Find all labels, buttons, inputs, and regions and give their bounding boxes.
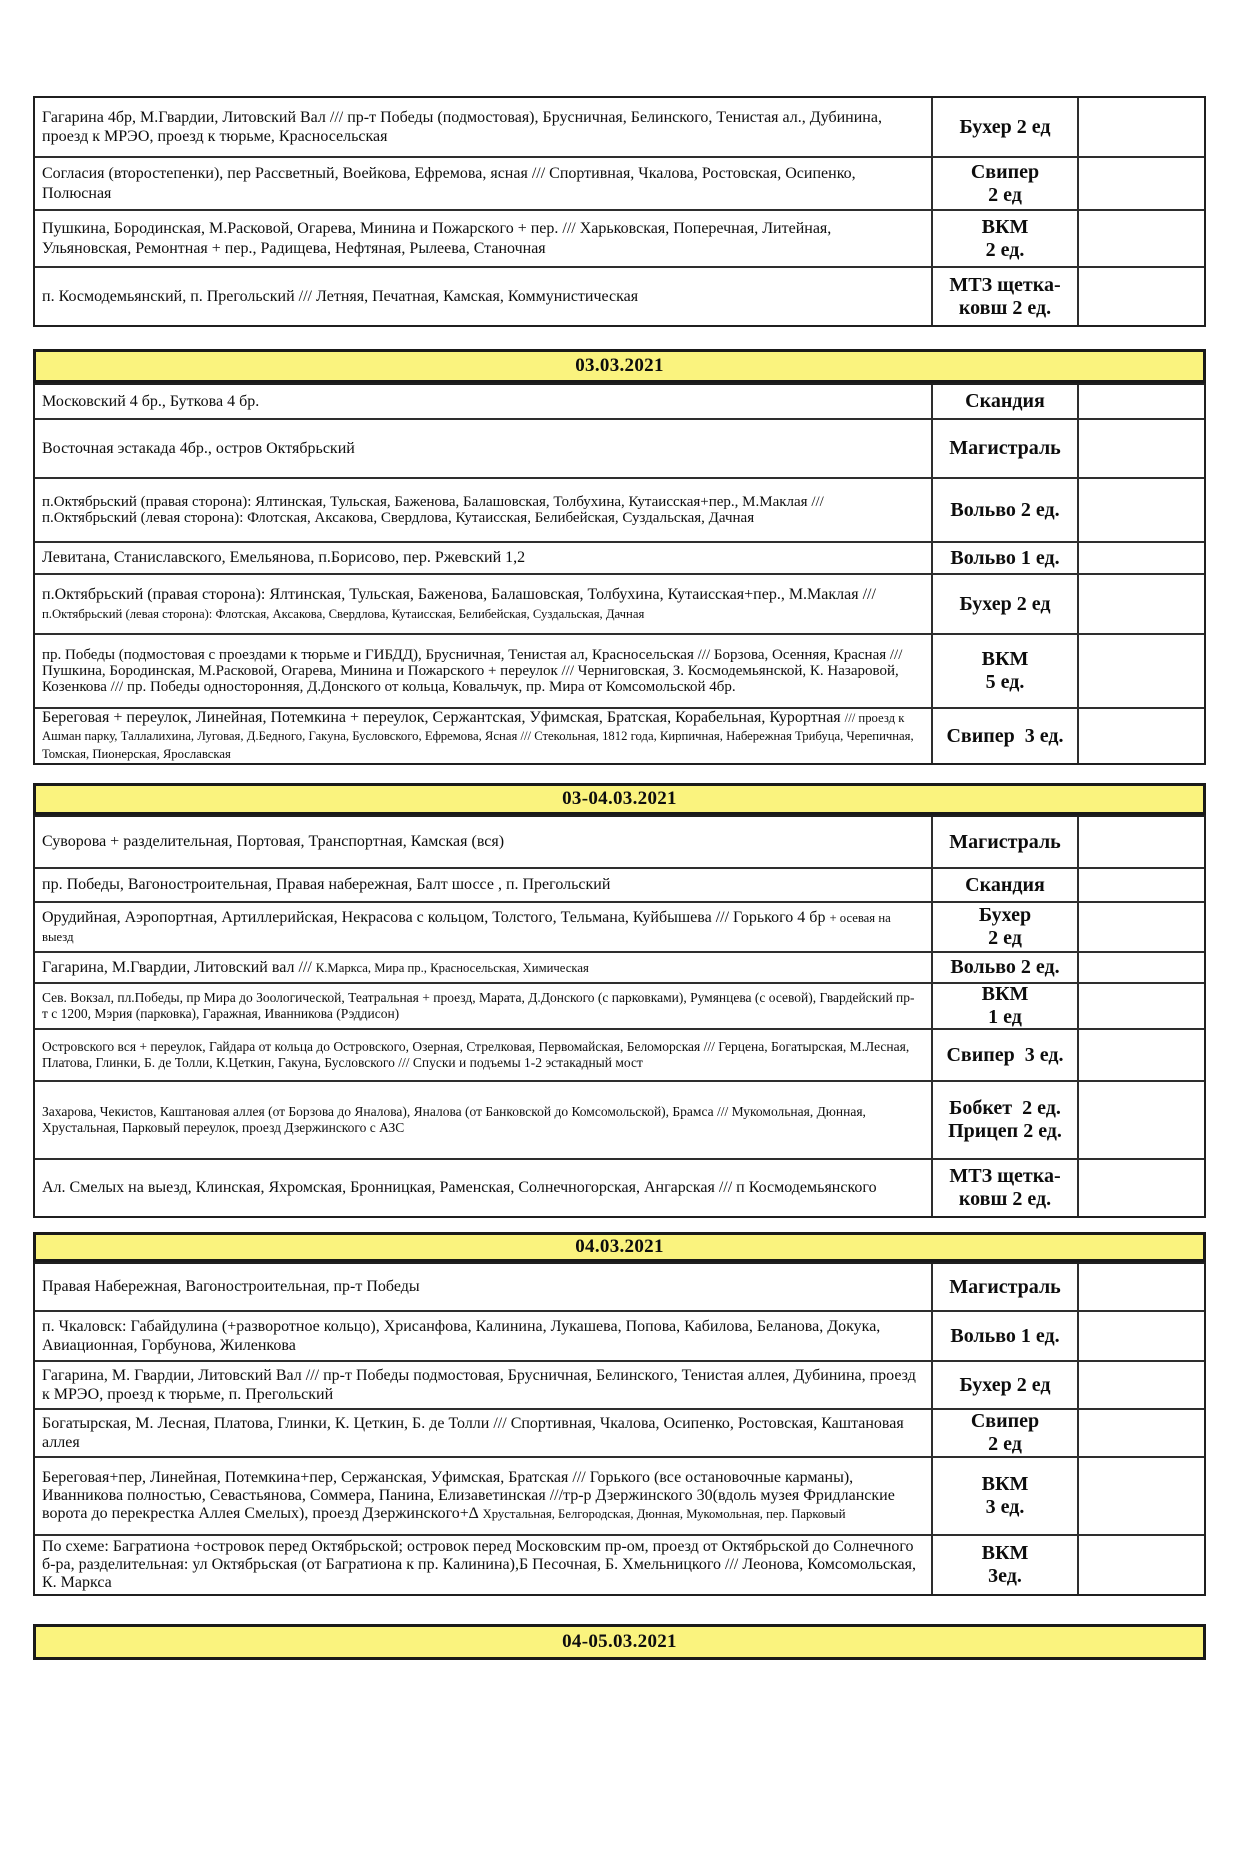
empty-cell — [1077, 98, 1204, 156]
street-list-segment: Согласия (второстепенки), пер Рассветный, Воейкова, Ефремова, ясная /// Спортивная, Чкалова, Ростовская, Осипенко, Полюсная — [42, 165, 856, 202]
equipment-cell — [931, 817, 1077, 867]
empty-cell — [1077, 1264, 1204, 1310]
streets-text — [42, 875, 917, 894]
table-row — [35, 903, 1204, 953]
equipment-cell — [931, 1264, 1077, 1310]
equipment-label: 2 ед — [988, 183, 1022, 206]
street-list-segment: Московский 4 бр., Буткова 4 бр. — [42, 392, 260, 410]
empty-cell — [1077, 953, 1204, 982]
empty-cell — [1077, 158, 1204, 209]
equipment-label: Бухер 2 ед — [959, 115, 1051, 138]
equipment-cell — [931, 1160, 1077, 1216]
equipment-cell — [931, 953, 1077, 982]
empty-cell — [1077, 543, 1204, 573]
empty-cell — [1077, 420, 1204, 477]
street-list-segment: Правая Набережная, Вагоностроительная, пр-т Победы — [42, 1278, 420, 1296]
equipment-cell — [931, 984, 1077, 1028]
street-list-segment: По схеме: Багратиона +островок перед Октябрьской; островок перед Московским пр-ом, проезд от Октябрьской до Солнечного б-ра, разделительная: ул Октябрьская (от Багратиона к пр. Калинина),Б Песочная, Б. Хмельницкого /// Леонова, Комсомольская, К. Маркса — [42, 1537, 917, 1592]
street-list-segment: п.Октябрьский (правая сторона): Ялтинская, Тульская, Баженова, Балашовская, Толбухина, Кутаисская+пер., М.Маклая /// п.Октябрьский (левая сторона): Флотская, Аксакова, Свердлова, Кутаисская, Белибейская, Суздальская, Дачная — [42, 493, 824, 526]
streets-cell — [35, 479, 931, 541]
schedule-table — [33, 815, 1206, 1218]
streets-text — [42, 908, 917, 946]
empty-cell — [1077, 1030, 1204, 1080]
street-list-segment: Гагарина 4бр, М.Гвардии, Литовский Вал /// пр-т Победы (подмостовая), Брусничная, Белинского, Тенистая ал., Дубинина, проезд к МРЭО, проезд к тюрьме, Красносельская — [42, 108, 882, 145]
equipment-label: Бухер 2 ед — [959, 1373, 1051, 1396]
table-row — [35, 1264, 1204, 1312]
street-list-segment: Береговая + переулок, Линейная, Потемкина + переулок, Сержантская, Уфимская, Братская, Корабельная, Курортная — [42, 708, 845, 726]
equipment-label: Магистраль — [949, 437, 1061, 460]
empty-cell — [1077, 984, 1204, 1028]
equipment-cell — [931, 709, 1077, 763]
empty-cell — [1077, 1536, 1204, 1594]
streets-cell — [35, 385, 931, 418]
equipment-label: Скандия — [965, 873, 1045, 896]
streets-text — [42, 287, 917, 306]
equipment-cell — [931, 1458, 1077, 1534]
streets-text — [42, 1104, 917, 1136]
table-row — [35, 1536, 1204, 1594]
street-list-segment: Гагарина, М. Гвардии, Литовский Вал /// пр-т Победы подмостовая, Брусничная, Белинского, Тенистая аллея, Дубинина, проезд к МРЭО, проезд к тюрьме, п. Прегольский — [42, 1366, 916, 1403]
equipment-label: Свипер 3 ед. — [946, 724, 1064, 747]
streets-cell — [35, 1536, 931, 1594]
schedule-table — [33, 1262, 1206, 1596]
streets-cell — [35, 903, 931, 951]
equipment-label: ВКМ — [981, 983, 1029, 1006]
equipment-cell — [931, 1410, 1077, 1456]
empty-cell — [1077, 635, 1204, 707]
date-label: 04.03.2021 — [575, 1236, 664, 1257]
streets-cell — [35, 984, 931, 1028]
table-row — [35, 1410, 1204, 1458]
equipment-label: Свипер 3 ед. — [946, 1043, 1064, 1066]
equipment-label: ковш 2 ед. — [958, 1188, 1052, 1210]
equipment-label: Бобкет 2 ед. — [949, 1097, 1061, 1120]
street-list-segment: Береговая+пер, Линейная, Потемкина+пер, Сержанская, Уфимская, Братская /// Горького (все остановочные карманы), Иванникова полностью, Севастьянова, Соммера, Панина, Елизаветинская ///тр-р Дзержинского 30(вдоль музея Фридланские ворота до перекрестка Аллея Смелых), проезд Дзержинского+∆ — [42, 1468, 895, 1523]
streets-text — [42, 709, 917, 763]
street-list-segment: Хрустальная, Белгородская, Дюнная, Мукомольная, пер. Парковый — [482, 1507, 846, 1522]
equipment-label: Магистраль — [949, 1275, 1061, 1298]
street-list-segment: Орудийная, Аэропортная, Артиллерийская, Некрасова с кольцом, Толстого, Тельмана, Куйбышева /// Горького 4 бр — [42, 908, 830, 926]
schedule-table — [33, 96, 1206, 327]
empty-cell — [1077, 479, 1204, 541]
street-list-segment: Захарова, Чекистов, Каштановая аллея (от Борзова до Яналова), Яналова (от Банковской до Комсомольской), Брамса /// Мукомольная, Дюнная, Хрустальная, Парковый переулок, проезд Дзержинского с АЗС — [42, 1103, 866, 1135]
streets-text — [42, 548, 917, 567]
empty-cell — [1077, 211, 1204, 266]
equipment-cell — [931, 98, 1077, 156]
date-header — [33, 1232, 1206, 1262]
equipment-cell — [931, 420, 1077, 477]
streets-text — [42, 439, 917, 458]
empty-cell — [1077, 1362, 1204, 1408]
date-header — [33, 349, 1206, 383]
empty-cell — [1077, 1082, 1204, 1158]
streets-text — [42, 494, 917, 526]
equipment-label: 1 ед — [988, 1006, 1022, 1028]
street-list-segment: К.Маркса, Мира пр., Красносельская, Химическая — [315, 960, 589, 975]
table-row — [35, 1030, 1204, 1082]
street-list-segment: Суворова + разделительная, Портовая, Транспортная, Камская (вся) — [42, 833, 505, 851]
street-list-segment: пр. Победы (подмостовая с проездами к тюрьме и ГИБДД), Брусничная, Тенистая ал, Красносельская /// Борзова, Осенняя, Красная /// Пушкина, Бородинская, М.Расковой, Огарева, Минина и Пожарского + переулок /// Черниговская, З. Космодемьянской, К. Назаровой, Козенкова /// пр. Победы односторонняя, Д.Донского от кольца, Ковальчук, пр. Мира от Комсомольской 4бр. — [42, 646, 903, 696]
equipment-label: Вольво 1 ед. — [950, 1324, 1060, 1347]
table-row — [35, 1458, 1204, 1536]
equipment-cell — [931, 1082, 1077, 1158]
equipment-label: Прицеп 2 ед. — [948, 1120, 1062, 1142]
date-label: 03-04.03.2021 — [562, 788, 677, 809]
equipment-cell — [931, 158, 1077, 209]
equipment-label: 2 ед. — [985, 238, 1025, 261]
streets-text — [42, 1178, 917, 1197]
table-row — [35, 98, 1204, 158]
empty-cell — [1077, 1410, 1204, 1456]
equipment-label: Скандия — [965, 390, 1045, 413]
street-list-segment: Пушкина, Бородинская, М.Расковой, Огарева, Минина и Пожарского + пер. /// Харьковская, Поперечная, Литейная, Ульяновская, Ремонтная + пер., Радищева, Нефтяная, Рылеева, Станочная — [42, 220, 832, 257]
table-row — [35, 575, 1204, 635]
equipment-cell — [931, 385, 1077, 418]
equipment-cell — [931, 479, 1077, 541]
table-row — [35, 984, 1204, 1030]
table-row — [35, 1362, 1204, 1410]
equipment-cell — [931, 543, 1077, 573]
equipment-label: МТЗ щетка- — [949, 1165, 1061, 1188]
empty-cell — [1077, 869, 1204, 901]
equipment-label: Магистраль — [949, 830, 1061, 853]
street-list-segment: Сев. Вокзал, пл.Победы, пр Мира до Зоологической, Театральная + проезд, Марата, Д.Донского (с парковками), Румянцева (с осевой), Гвардейский пр-т с 1200, Мэрия (парковка), Гаражная, Иванникова (Рэддисон) — [42, 989, 915, 1021]
equipment-label: Свипер — [970, 1410, 1040, 1433]
table-row — [35, 385, 1204, 420]
empty-cell — [1077, 1458, 1204, 1534]
equipment-label: Бухер — [978, 904, 1032, 927]
table-row — [35, 635, 1204, 709]
date-header — [33, 783, 1206, 815]
street-list-segment: пр. Победы, Вагоностроительная, Правая набережная, Балт шоссе , п. Прегольский — [42, 876, 611, 894]
street-list-segment: Богатырская, М. Лесная, Платова, Глинки, К. Цеткин, Б. де Толли /// Спортивная, Чкалова, Осипенко, Ростовская, Каштановая аллея — [42, 1414, 904, 1451]
table-row — [35, 1160, 1204, 1216]
streets-cell — [35, 158, 931, 209]
equipment-label: МТЗ щетка- — [949, 273, 1061, 296]
streets-cell — [35, 1264, 931, 1310]
streets-text — [42, 1414, 917, 1452]
equipment-label: ковш 2 ед. — [958, 296, 1052, 319]
equipment-cell — [931, 903, 1077, 951]
streets-cell — [35, 98, 931, 156]
equipment-label: Бухер 2 ед — [959, 592, 1051, 615]
table-row — [35, 420, 1204, 479]
streets-cell — [35, 420, 931, 477]
streets-text — [42, 585, 917, 623]
streets-cell — [35, 1312, 931, 1360]
scanned-schedule-document — [33, 96, 1206, 1660]
date-label: 04-05.03.2021 — [562, 1631, 677, 1652]
empty-cell — [1077, 1160, 1204, 1216]
equipment-cell — [931, 869, 1077, 901]
street-list-segment: Ал. Смелых на выезд, Клинская, Яхромская, Бронницкая, Раменская, Солнечногорская, Ангарская /// п Космодемьянского — [42, 1179, 877, 1197]
streets-text — [42, 392, 917, 411]
streets-text — [42, 647, 917, 696]
streets-cell — [35, 268, 931, 325]
equipment-label: Вольво 2 ед. — [950, 498, 1060, 521]
equipment-cell — [931, 211, 1077, 266]
street-list-segment: п. Космодемьянский, п. Прегольский /// Летняя, Печатная, Камская, Коммунистическая — [42, 287, 639, 305]
empty-cell — [1077, 817, 1204, 867]
schedule-table — [33, 383, 1206, 765]
schedule-section — [33, 1232, 1206, 1596]
streets-text — [42, 219, 917, 257]
equipment-label: Вольво 1 ед. — [950, 546, 1060, 569]
streets-cell — [35, 211, 931, 266]
table-row — [35, 268, 1204, 325]
streets-text — [42, 164, 917, 202]
table-row — [35, 158, 1204, 211]
empty-cell — [1077, 268, 1204, 325]
streets-cell — [35, 1030, 931, 1080]
table-row — [35, 869, 1204, 903]
equipment-label: ВКМ — [981, 648, 1029, 671]
date-header — [33, 1624, 1206, 1660]
street-list-segment: Островского вся + переулок, Гайдара от кольца до Островского, Озерная, Стрелковая, Первомайская, Беломорская /// Герцена, Богатырская, М.Лесная, Платова, Глинки, Б. де Толли, К.Цеткин, Гакуна, Бусловского /// Спуски и подъемы 1-2 эстакадный мост — [42, 1038, 910, 1070]
streets-cell — [35, 543, 931, 573]
schedule-section — [33, 783, 1206, 1218]
streets-cell — [35, 1458, 931, 1534]
streets-cell — [35, 953, 931, 982]
street-list-segment: Гагарина, М.Гвардии, Литовский вал /// — [42, 958, 316, 976]
equipment-label: ВКМ — [981, 215, 1029, 238]
equipment-label: 5 ед. — [985, 671, 1025, 693]
equipment-label: ВКМ — [981, 1542, 1029, 1565]
street-list-segment: п.Октябрьский (правая сторона): Ялтинская, Тульская, Баженова, Балашовская, Толбухина, Кутаисская+пер., М.Маклая /// — [42, 585, 876, 603]
equipment-label: Свипер — [970, 160, 1040, 183]
schedule-section — [33, 349, 1206, 765]
streets-text — [42, 1039, 917, 1071]
table-row — [35, 1082, 1204, 1160]
streets-text — [42, 108, 917, 146]
streets-text — [42, 990, 917, 1022]
equipment-label: Вольво 2 ед. — [950, 956, 1060, 979]
streets-cell — [35, 1410, 931, 1456]
table-row — [35, 211, 1204, 268]
streets-text — [42, 1317, 917, 1355]
empty-cell — [1077, 709, 1204, 763]
streets-text — [42, 1469, 917, 1523]
equipment-cell — [931, 635, 1077, 707]
schedule-section — [33, 96, 1206, 327]
table-row — [35, 709, 1204, 763]
equipment-cell — [931, 1030, 1077, 1080]
streets-text — [42, 958, 917, 977]
empty-cell — [1077, 385, 1204, 418]
street-list-segment: Восточная эстакада 4бр., остров Октябрьский — [42, 439, 355, 457]
table-row — [35, 543, 1204, 575]
streets-cell — [35, 575, 931, 633]
streets-text — [42, 1366, 917, 1404]
street-list-segment: п.Октябрьский (левая сторона): Флотская, Аксакова, Свердлова, Кутаисская, Белибейская, Суздальская, Дачная — [42, 607, 645, 621]
equipment-cell — [931, 1362, 1077, 1408]
streets-cell — [35, 1082, 931, 1158]
equipment-label: 3ед. — [988, 1565, 1022, 1587]
street-list-segment: Левитана, Станиславского, Емельянова, п.Борисово, пер. Ржевский 1,2 — [42, 549, 526, 567]
equipment-cell — [931, 575, 1077, 633]
streets-text — [42, 1277, 917, 1296]
equipment-label: 3 ед. — [985, 1496, 1025, 1518]
table-row — [35, 953, 1204, 984]
equipment-cell — [931, 1536, 1077, 1594]
date-label: 03.03.2021 — [575, 355, 664, 376]
streets-cell — [35, 1362, 931, 1408]
streets-cell — [35, 709, 931, 763]
streets-cell — [35, 635, 931, 707]
equipment-label: ВКМ — [981, 1473, 1029, 1496]
streets-cell — [35, 869, 931, 901]
schedule-section — [33, 1624, 1206, 1660]
equipment-label: 2 ед — [988, 927, 1022, 949]
street-list-segment: + осевая на выезд — [42, 910, 891, 944]
equipment-label: 2 ед — [988, 1433, 1022, 1455]
street-list-segment: п. Чкаловск: Габайдулина (+разворотное кольцо), Хрисанфова, Калинина, Лукашева, Попова, Кабилова, Беланова, Докука, Авиационная, Горбунова, Жиленкова — [42, 1317, 881, 1354]
equipment-cell — [931, 268, 1077, 325]
street-list-segment: /// проезд к Ашман парку, Таллалихина, Луговая, Д.Бедного, Гакуна, Бусловского, Ефремова, Ясная /// Стекольная, 1812 года, Кирпичная, Набережная Трибуца, Черепичная, Томская, Пионерская, Ярославская — [42, 710, 914, 762]
streets-text — [42, 1538, 917, 1592]
table-row — [35, 817, 1204, 869]
empty-cell — [1077, 575, 1204, 633]
empty-cell — [1077, 903, 1204, 951]
table-row — [35, 1312, 1204, 1362]
table-row — [35, 479, 1204, 543]
equipment-cell — [931, 1312, 1077, 1360]
streets-cell — [35, 817, 931, 867]
empty-cell — [1077, 1312, 1204, 1360]
streets-text — [42, 832, 917, 851]
streets-cell — [35, 1160, 931, 1216]
